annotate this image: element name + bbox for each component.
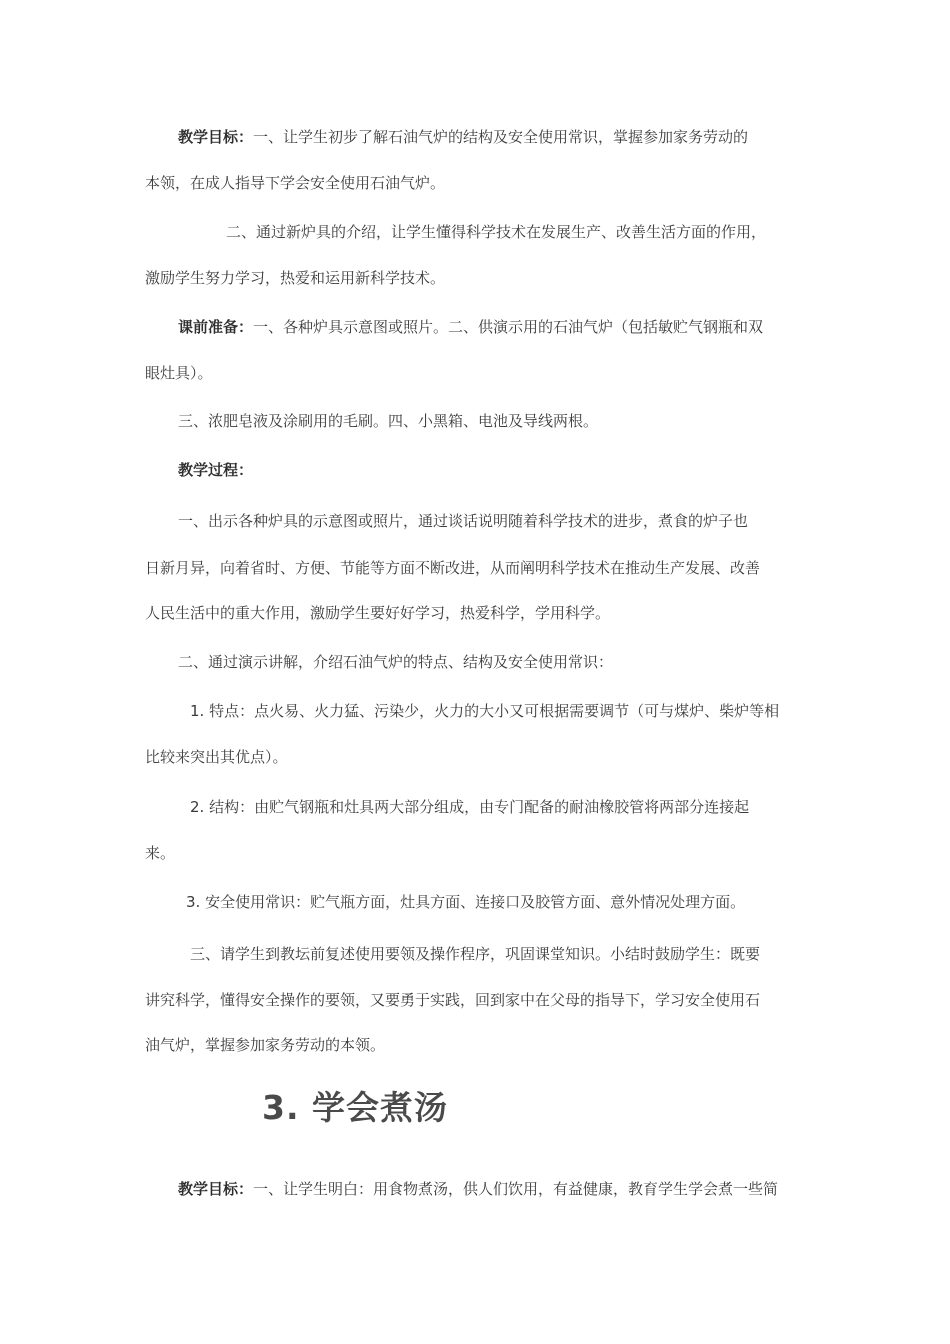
text-line: 三、浓肥皂液及涂刷用的毛刷。四、小黑箱、电池及导线两根。	[178, 412, 599, 430]
section-heading: 3. 学会煮汤	[262, 1088, 448, 1127]
process-heading	[178, 458, 253, 482]
text-line: 一、让学生初步了解石油气炉的结构及安全使用常识，掌握参加家务劳动的	[253, 128, 749, 146]
text-line: 1. 特点：点火易、火力猛、污染少，火力的大小又可根据需要调节（可与煤炉、柴炉等相	[190, 702, 780, 720]
goal-label: 教学目标：	[178, 1180, 254, 1198]
process-label: 教学过程：	[178, 461, 254, 479]
text-line: 一、各种炉具示意图或照片。二、供演示用的石油气炉（包括敏贮气钢瓶和双	[253, 318, 764, 336]
goal-paragraph-2	[178, 1177, 778, 1201]
prep-paragraph	[178, 315, 763, 339]
prep-label: 课前准备：	[178, 318, 254, 336]
text-line: 3. 安全使用常识：贮气瓶方面，灶具方面、连接口及胶管方面、意外情况处理方面。	[186, 893, 746, 911]
text-line: 人民生活中的重大作用，激励学生要好好学习，热爱科学，学用科学。	[145, 604, 611, 622]
text-line: 三、请学生到教坛前复述使用要领及操作程序，巩固课堂知识。小结时鼓励学生：既要	[190, 945, 761, 963]
text-line: 油气炉，掌握参加家务劳动的本领。	[145, 1036, 386, 1054]
goal-label: 教学目标：	[178, 128, 254, 146]
text-line: 眼灶具）。	[145, 364, 213, 382]
text-line: 本领，在成人指导下学会安全使用石油气炉。	[145, 174, 446, 192]
text-line: 一、出示各种炉具的示意图或照片，通过谈话说明随着科学技术的进步，煮食的炉子也	[178, 512, 749, 530]
text-line: 日新月异，向着省时、方便、节能等方面不断改进，从而阐明科学技术在推动生产发展、改善	[145, 559, 761, 577]
goal-paragraph-1	[178, 125, 748, 149]
text-line: 二、通过新炉具的介绍，让学生懂得科学技术在发展生产、改善生活方面的作用，	[226, 223, 767, 241]
text-line: 来。	[145, 844, 176, 862]
text-line: 2. 结构：由贮气钢瓶和灶具两大部分组成，由专门配备的耐油橡胶管将两部分连接起	[190, 798, 750, 816]
text-line: 讲究科学，懂得安全操作的要领，又要勇于实践，回到家中在父母的指导下，学习安全使用石	[145, 991, 761, 1009]
text-line: 比较来突出其优点）。	[145, 748, 288, 766]
text-line: 激励学生努力学习，热爱和运用新科学技术。	[145, 269, 446, 287]
text-line: 二、通过演示讲解，介绍石油气炉的特点、结构及安全使用常识：	[178, 653, 614, 671]
text-line: 一、让学生明白：用食物煮汤，供人们饮用，有益健康，教育学生学会煮一些简	[253, 1180, 779, 1198]
